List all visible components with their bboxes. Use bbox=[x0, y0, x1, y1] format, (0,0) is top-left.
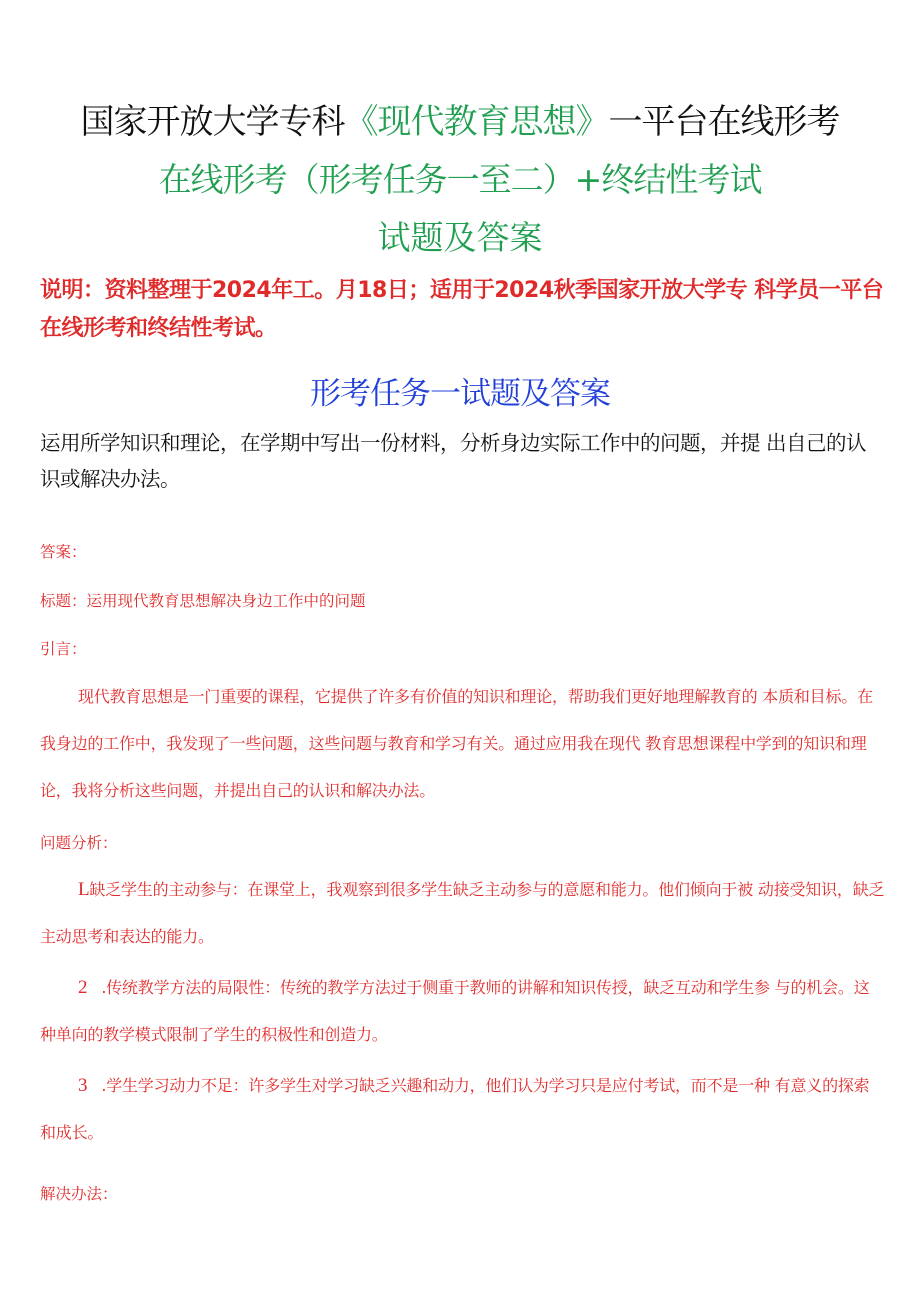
item-number: 3 bbox=[78, 1075, 88, 1096]
section-title: 形考任务一试题及答案 bbox=[310, 376, 610, 412]
intro-paragraph: 现代教育思想是一门重要的课程，它提供了许多有价值的知识和理论，帮助我们更好地理解教育的 本质和目标。在我身边的工作中，我发现了一些问题，这些问题与教育和学习有关。通过应用我在现代 教育思想课程中学到的知识和理论，我将分析这些问题，并提出自己的认识和解决办法。 bbox=[40, 687, 873, 800]
document-subtitle: 在线形考（形考任务一至二）+终结性考试 bbox=[158, 160, 762, 199]
document-title bbox=[0, 100, 920, 144]
item-number: 2 bbox=[78, 977, 88, 998]
title-part2: 一平台在线形考 bbox=[608, 102, 840, 142]
answer-label: 答案： bbox=[40, 543, 87, 561]
document-subtitle-2: 试题及答案 bbox=[377, 218, 543, 257]
analysis-item bbox=[40, 964, 885, 1058]
item-text: .传统教学方法的局限性：传统的教学方法过于侧重于教师的讲解和知识传授，缺乏互动和学生参 与的机会。这种单向的教学模式限制了学生的积极性和创造力。 bbox=[40, 978, 870, 1044]
item-text: .学生学习动力不足：许多学生对学习缺乏兴趣和动力，他们认为学习只是应付考试，而不是一种 有意义的探索和成长。 bbox=[40, 1076, 870, 1142]
analysis-label: 问题分析： bbox=[40, 834, 118, 852]
item-number: L bbox=[78, 879, 90, 900]
analysis-item bbox=[40, 1062, 885, 1156]
note-paragraph: 说明：资料整理于2024年工。月18日；适用于2024秋季国家开放大学专 科学员一平台在线形考和终结性考试。 bbox=[40, 278, 884, 341]
analysis-item bbox=[40, 866, 885, 960]
item-text: 缺乏学生的主动参与：在课堂上，我观察到很多学生缺乏主动参与的意愿和能力。他们倾向于被 动接受知识，缺乏主动思考和表达的能力。 bbox=[40, 880, 885, 946]
intro-label: 引言： bbox=[40, 640, 87, 658]
title-book-name: 《现代教育思想》 bbox=[344, 102, 609, 142]
answer-heading: 标题：运用现代教育思想解决身边工作中的问题 bbox=[40, 592, 366, 610]
question-text: 运用所学知识和理论，在学期中写出一份材料，分析身边实际工作中的问题，并提 出自己的认识或解决办法。 bbox=[40, 431, 867, 491]
title-part1: 国家开放大学专科 bbox=[80, 102, 345, 142]
solution-label: 解决办法： bbox=[40, 1185, 118, 1203]
